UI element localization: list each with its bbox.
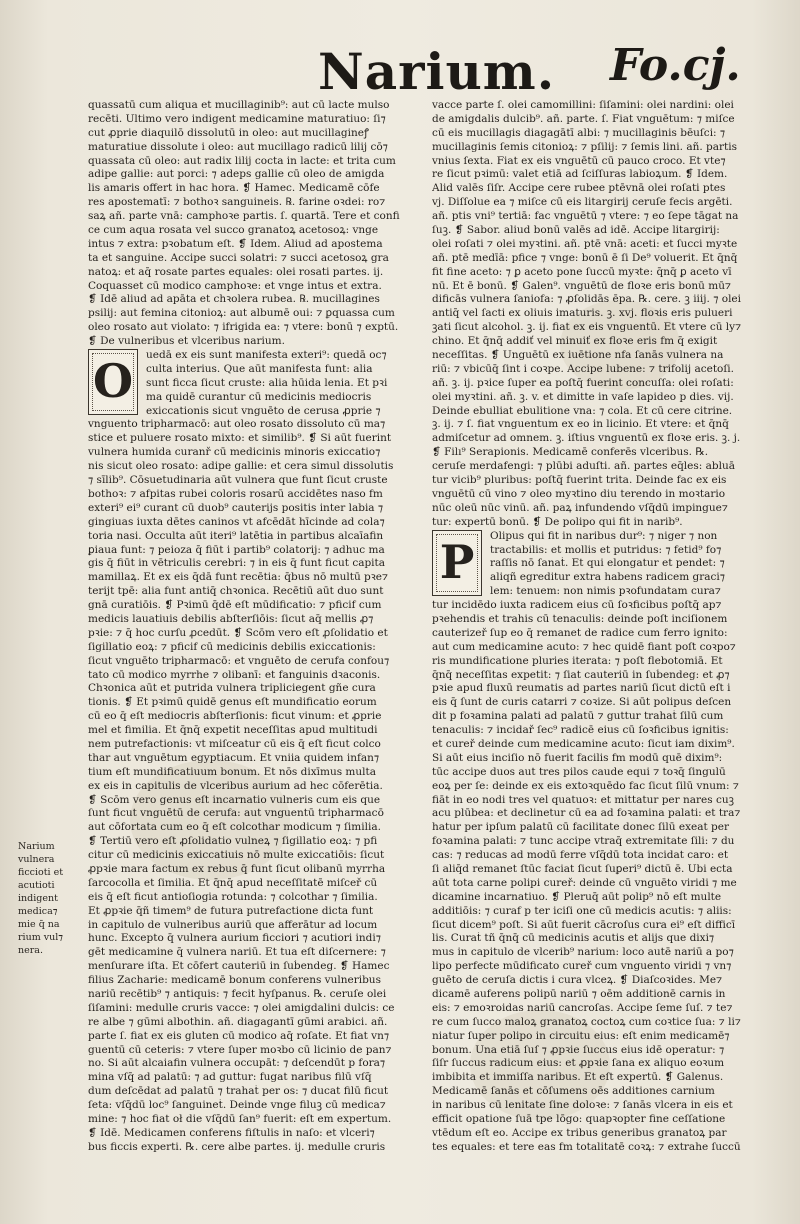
text-line: añ. ꝫ. ij. pꝛice ſuper ea poſtq̄ fuerint concuſſa: olei roſati: [432, 376, 734, 389]
text-line: vj. Diſſolue ea ⁊ miſce cū eis litargirij ceruſe fecis argēti. [432, 196, 733, 209]
text-line: hunc. Excepto q̄ vulnera aurium ficciori ⁊ acutiori indi⁊ [88, 932, 381, 945]
text-line: in capitulo de vulneribus auriū que afferātur ad locum [88, 918, 378, 931]
text-line: toria nasi. Occulta aūt iteri⁹ latētia in partibus alcaīafin [88, 529, 384, 542]
text-line: culta interius. Que aūt manifesta funt: alia [146, 362, 373, 375]
margin-note-line: Narium [18, 841, 55, 852]
text-line: thar aut vnguētum egyptiacum. Et vniia quidem infan⁊ [88, 751, 380, 764]
text-line: lis amaris offert in hac hora. ❡ Hamec. Medicamē cōfe [88, 182, 380, 195]
text-line: ꝫati ſicut alcohol. ꝫ. ij. fiat ex eis vnguentū. Et vtere cū ly⁊ [432, 321, 742, 334]
text-line: recēti. Ultimo vero indigent medicamine maturatiuo: ſi⁊ [88, 112, 386, 125]
text-line: quassatū cum aliqua et mucillaginib⁹: aut cū lacte mulso [88, 99, 390, 111]
text-line: ex eis in capitulis de vlceribus aurium ad hec cōferētia. [88, 779, 383, 792]
text-line: tato cū modico myrrhe ⁊ olibanī: et fanguinis dꝛaconis. [88, 668, 381, 681]
text-line: res apostematī: ⁊ bothoꝛ sanguineis. ℞. farine oꝛdei: ro⁊ [88, 196, 386, 209]
left-text-column [88, 99, 440, 1155]
text-line: hatur per ipſum palatū cū facilitate donec ſilū exeat per [432, 821, 729, 834]
text-line: tur incidēdo iuxta radicem eius cū ſoꝛficibus poſtq̄ ap⁊ [432, 599, 722, 612]
text-line: vulnera humida curanř cū medicinis minoris exiccatio⁊ [88, 446, 381, 459]
text-line: ſiſamini: medulle cruris vacce: ⁊ olei amigdalini dulcis: ce [88, 1001, 395, 1014]
text-line: fit fine aceto: ⁊ ꝑ aceto pone ſuccū myꝛte: q̄nq̄ ꝑ aceto vī [432, 265, 732, 278]
text-line: dicamine incarnatiuo. ❡ Pleruq̄ aūt polip⁹ nō eſt multe [432, 890, 722, 903]
text-line: cas: ⁊ reducas ad modū ferre vſq̄dū tota incidat caro: et [432, 849, 729, 862]
text-line: ce cum aqua rosata vel succo granatoꝝ acetosoꝝ: vnge [88, 224, 379, 237]
text-line: ❡ De vulneribus et vlceribus narium. [88, 335, 285, 348]
left-column-top-block [88, 99, 440, 349]
text-line: dificās vulnera ſaniofa: ⁊ ꝓſolidās ēpa. ℞. cere. ꝫ iiij. ⁊ olei [432, 293, 742, 306]
text-line: imbibita et immiſſa naribus. Et eſt expertū. ❡ Galenus. [432, 1071, 724, 1084]
text-line: eis q̄ eſt ficut antioſiogia rotunda: ⁊ colcothar ⁊ ſimilia. [88, 890, 378, 903]
text-line: pꝛie apud fluxū reumatis ad partes nariū ſicut dictū eſt i [432, 682, 731, 695]
text-line: vtēdum eſt eo. Accipe ex tribus generibus granatoꝝ par [432, 1126, 727, 1139]
text-line: aliqñ egreditur extra habens radicem graci⁊ [490, 571, 726, 584]
text-line: cauterizeř ſup eo q̄ remanet de radice cum ferro ignito: [432, 626, 728, 639]
text-line: ❡ Filı⁹ Serapionis. Medicamē conferēs vlceribus. ℞. [432, 446, 709, 459]
right-column-body [432, 599, 784, 1155]
text-line: ⁊ sīlib⁹. Cōsuetudinaria aūt vulnera que funt ſicut cruste [88, 474, 388, 487]
text-line: ſunt ficut vnguētū de cerufa: aut vnguentū tripharmacō [88, 807, 384, 820]
text-line: ſarcocolla et ſimilia. Et q̄nq̄ apud neceſſitatē miſceř cū [88, 876, 378, 889]
text-line: Medicamē ſanās et cōſumens oēs additiones carnium [432, 1085, 715, 1098]
text-line: olei myꝛtini. añ. ꝫ. v. et dimitte in vaſe lapideo p dies. vij. [432, 390, 734, 403]
text-line: de amigdalis dulcib⁹. añ. parte. ſ. Fiat vnguētum: ⁊ miſce [432, 112, 735, 125]
text-line: cut ꝓprie diaquilō dissolutū in oleo: aut mucillagineꝭ [88, 126, 369, 139]
text-line: re ſicut pꝛimū: valet etiā ad ſciſſuras labioꝝum. ❡ Idem. [432, 168, 728, 181]
text-line: riū: ⁊ vbicūq̄ ſint i coꝛpe. Accipe lubene: ⁊ trifolij acetoſi. [432, 362, 734, 375]
text-line: Alid valēs ſiſr. Accipe cere rubee ptēvnā olei roſati ptes [432, 182, 726, 195]
text-line: mus in capitulo de vlcerib⁹ narium: loco autē nariū a po⁊ [432, 946, 734, 959]
text-line: niatur ſuper polipo in circuitu eius: eſt enim medicamē⁊ [432, 1029, 730, 1042]
text-line: ſiſr ſuccus radicum eius: et ꝓpꝛie ſana ex aliquo eoꝛum [432, 1057, 725, 1070]
margin-note-line: nera. [18, 945, 43, 956]
text-line: ſeta: vſq̄dū loc⁹ ſanguineṫ. Deinde vnge filuꝫ cū medica⁊ [88, 1099, 386, 1112]
text-line: re cum ſucco maloꝝ granatoꝝ coctoꝝ cum coꝛtice ſua: ⁊ li⁊ [432, 1015, 741, 1028]
text-line: ❡ Scōm vero genus eſt incarnatio vulneris cum eis que [88, 793, 381, 806]
left-column-body [88, 418, 440, 1154]
text-line: tur vicib⁹ pluribus: poſtq̄ fuerint trita. Deinde fac ex eis [432, 474, 727, 487]
text-line: nem putrefactionis: vt miſceatur cū eis q̄ eſt ficut colco [88, 737, 381, 750]
text-line: natoꝝ: et aq̄ rosate partes equales: olei rosati partes. ij. [88, 265, 384, 278]
text-line: chino. Et q̄nq̄ addiť vel minuiť ex floꝛe eris fm q̄ exigit [432, 335, 718, 348]
left-column-initial-block [88, 349, 440, 418]
text-line: Coquasset cū modico camphoꝛe: et vnge intus et extra. [88, 279, 382, 292]
text-line: vnguento tripharmacō: aut oleo rosato dissoluto cū ma⁊ [88, 418, 386, 431]
text-line: bothoꝛ: ⁊ afpitas rubei coloris rosarū accidētes naso fm [88, 487, 383, 500]
text-line: bus ficcis experti. ℞. cere albe partes. ij. medulle cruris [88, 1140, 386, 1153]
text-line: ſicut vnguēto tripharmacō: et vnguēto de cerufa confou⁊ [88, 654, 390, 667]
text-line: foꝛamina palati: ⁊ tunc accipe vtraq̄ extremitate ſili: ⁊ du [432, 835, 735, 848]
text-line: pꝛie: ⁊ q̄ hoc curſu ꝓcedūt. ❡ Scōm vero eſt ꝓſolidatio et [88, 626, 388, 639]
text-line: gis q̄ fiūt in vētriculis cerebri: ⁊ in eis q̄ funt ficut capita [88, 557, 386, 570]
text-line: dicamē auferens polipū nariū ⁊ oēm additionē carnis in [432, 988, 726, 1000]
text-line: re albe ⁊ gūmi albothin. añ. diagagantī gūmi arabici. añ. [88, 1015, 388, 1028]
initial-letter: P [439, 534, 475, 589]
text-line: tractabilis: et mollis et putridus: ⁊ fetid⁹ fo⁊ [490, 543, 722, 556]
text-line: exteri⁹ ei⁹ curant cū duob⁹ cauterijs positis inter labia ⁊ [88, 501, 384, 514]
text-line: ꝑiaua funt: ⁊ peioza q̄ fiūt i partib⁹ colatorij: ⁊ adhuc ma [88, 543, 385, 556]
text-line: pꝛehendis et trahis cū tenaculis: deinde poſt inciſionem [432, 612, 728, 625]
margin-note-line: mie q̄ na [18, 919, 60, 930]
text-line: ꝓpꝛie mara factum ex rebus q̄ funt ſicut olibanū myrrha [88, 862, 386, 875]
text-line: citur cū medicinis exiccatiuis nō multe exiccatiōis: ſicut [88, 849, 385, 862]
text-line: nariū recētib⁹ ⁊ antiquis: ⁊ fecit hyſpanus. ℞. ceruſe olei [88, 988, 387, 1000]
text-line: lem: tenuem: non nimis pꝛofundatam cura⁊ [490, 585, 721, 598]
margin-note-line: medica⁊ [18, 906, 58, 917]
text-line: gēt medicamine q̄ vulnera nariū. Et tua eſt diſcernere: ⁊ [88, 946, 386, 959]
text-line: eis: ⁊ emoꝛroidas nariū cancroſas. Accipe ſeme ſuſ. ⁊ te⁊ [432, 1001, 733, 1014]
text-line: tūc accipe duos aut tres pilos caude equi ⁊ toꝛq̄ ſingulū [432, 765, 726, 778]
folio-number: Fo.cj. [610, 40, 741, 91]
text-line: filius Zacharie: medicamē bonum conferens vulneribus [88, 974, 381, 987]
text-line: acu plūbea: et declinetur cū ea ad foꝛamina palati: et tra⁊ [432, 807, 741, 820]
text-line: ſuꝫ. ❡ Sabor. aliud bonū valēs ad idē. Accipe litargirij: [432, 224, 720, 237]
text-line: nis sicut oleo rosato: adipe gallie: et cera simul dissolutis [88, 460, 394, 473]
text-line: aut cōfortata cum eo q̄ eſt colcothar modicum ⁊ ſimilia. [88, 821, 381, 834]
text-line: lipo perfecte mūdificato cureř cum vnguento viridi ⁊ vn⁊ [432, 960, 732, 973]
text-line: ſigillatio eoꝝ: ⁊ pficif cū medicinis debilis exiccationis: [88, 640, 376, 653]
text-line: aut cum medicamine acuto: ⁊ hec quidē fiant poſt coꝛpo⁊ [432, 640, 736, 653]
right-column-top-block [432, 99, 784, 530]
text-line: ❡ Idē aliud ad apāta et chꝛolera rubea. ℞. mucillagines [88, 293, 380, 306]
text-line: exiccationis sicut vnguēto de cerusa ꝓprie ⁊ [146, 404, 381, 417]
text-line: olei roſati ⁊ olei myꝛtini. añ. ptē vnā: aceti: et ſucci myꝛte [432, 237, 738, 250]
text-line: guēto de ceruſa dictis i cura vlceꝝ. ❡ Diaſcoꝛides. Me⁊ [432, 974, 723, 987]
text-line: tur: expertū bonū. ❡ De polipo qui fit in narib⁹. [432, 515, 683, 528]
text-line: antiq̄ vel ſacti ex oliuis imaturis. ꝫ. xvj. floꝛis eris pulueri [432, 307, 733, 320]
text-line: ris mundificatione pluries iterata: ⁊ poſt flebotomiā. Et [432, 654, 723, 667]
text-line: dum deſcēdat ad palatū ⁊ trahaṫ per os: ⁊ ducat filū ficut [88, 1085, 389, 1098]
page-title: Narium. [318, 42, 556, 101]
text-line: cū eo q̄ eſt mediocris abſterſionis: ficut vinum: et ꝓprie [88, 710, 382, 723]
text-line: terijt tpē: alia funt antiq̄ chꝛonica. Recētiū aūt duo sunt [88, 585, 384, 598]
margin-note-line: indigent [18, 893, 58, 904]
text-line: tes equales: et tere eas fm totalitatē coꝛꝝ: ⁊ extrahe ſuccū [432, 1140, 741, 1153]
text-line: in naribus cū lenitate ſine doloꝛe: ⁊ ſanās vlcera in eis et [432, 1099, 733, 1112]
text-line: tium eſt mundificatiuum bonum. Et nōs dixīmus multa [88, 765, 376, 778]
text-line: ma quidē curantur cū medicinis mediocris [146, 390, 372, 403]
text-line: nū. Et ē bonū. ❡ Galen⁹. vnguētū de floꝛe eris bonū mū⁊ [432, 279, 732, 292]
text-line: ſicut dicem⁹ poſt. Si aūt fuerit cācroſus cura ei⁹ eſt difficī [432, 918, 736, 931]
text-line: neceſſitas. ❡ Unguētū ex iuētione nfa ſanās vulnera na [432, 349, 724, 362]
initial-letter: O [92, 354, 134, 409]
text-line: mamillaꝝ. Et ex eis q̄dā funt recētia: q̄bus nō multū pꝛe⁊ [88, 571, 388, 584]
text-line: psilij: aut femina citonioꝝ: aut albumē oui: ⁊ ꝑquassa cum [88, 307, 395, 320]
text-line: ceruſe merdafengi: ⁊ plūbi aduſti. añ. partes eq̄les: abluā [432, 460, 735, 473]
text-line: ta et sanguine. Accipe succi solatri: ⁊ succi acetosoꝝ gra [88, 251, 389, 264]
text-line: menſurare iſta. Et cōfert cauteriū in ſuḃendeg. ❡ Hamec [88, 960, 390, 973]
text-line: gnā curatiōis. ❡ Pꝛimū q̄dē eſt mūdificatio: ⁊ pficif cum [88, 599, 382, 612]
text-line: eis q̄ ſunt de curis catarri ⁊ coꝛize. Si aūt polipus deſcen [432, 696, 732, 709]
margin-note [18, 840, 82, 957]
text-line: aūt tota carne polipi cureř: deinde cū vnguēto viridi ⁊ me [432, 876, 737, 889]
text-line: quassata cū oleo: aut radix lilij cocta in lacte: et trita cum [88, 154, 396, 167]
text-line: stice et puluere rosato mixto: et similib⁹. ❡ Si aūt fuerint [88, 432, 392, 445]
text-line: intus ⁊ extra: pꝛobatum eſt. ❡ Idem. Aliud ad apostema [88, 237, 383, 250]
text-line: mine: ⁊ hoc fiat oł die vſq̄dū ſan⁹ fuerit: eſt em expertum. [88, 1113, 392, 1126]
text-line: saꝝ añ. parte vnā: camphoꝛe partis. ſ. quartā. Tere et confi [88, 210, 400, 223]
text-line: no. Si aūt alcaiafin vulnera occupāt: ⁊ deſcendūt p fora⁊ [88, 1057, 386, 1070]
text-line: dit p foꝛamina palati ad palatū ⁊ guttur trahaṫ ſilū cum [432, 710, 724, 723]
text-line: mel et fimilia. Et q̄nq̄ expetit neceſſitas apud multitudi [88, 724, 378, 737]
margin-note-line: ficcioti et [18, 867, 64, 878]
text-line: eoꝝ per ſe: deinde ex eis extoꝛquēdo fac ſicut ſilū vnum: ⁊ [432, 779, 739, 792]
margin-note-line: acutioti [18, 880, 55, 891]
text-line: sunt ficca ſicut cruste: alia hūida lenia. Et pꝛi [146, 376, 388, 389]
text-line: ❡ Tertiū vero eſt ꝓſolidatio vulneꝝ ⁊ ſigillatio eoꝝ: ⁊ pfi [88, 835, 378, 848]
text-line: tenaculis: ⁊ incidař ſec⁹ radicē eius cū ſoꝛficibus ignitis: [432, 724, 729, 737]
text-line: gingiuas iuxta dētes caninos vt afcēdāt hīcinde ad cola⁊ [88, 515, 385, 528]
text-line: maturatiue dissolute i oleo: aut mucillago radicū lilij cō⁊ [88, 140, 388, 153]
text-line: vacce parte ſ. olei camomillini: ſiſamini: olei nardini: olei [432, 99, 734, 111]
text-line: vnius ſexta. Fiat ex eis vnguētū cū pauco croco. Et vte⁊ [432, 154, 726, 167]
text-line: q̄nq̄ neceſſitas expetit: ⁊ ſiat cauteriū in ſuḃendeg: et ꝓ⁊ [432, 668, 730, 681]
text-line: añ. ptis vni⁹ tertiā: fac vnguētū ⁊ vtere: ⁊ eo ſepe tāgat na [432, 210, 739, 223]
text-line: mina vſq̄ ad palatū: ⁊ ad guttur: fugat naribus filū vſq̄ [88, 1071, 372, 1084]
text-line: añ. ptē medīā: pfice ⁊ vnge: bonū ē ſi De⁹ voluerit. Et q̄nq̄ [432, 251, 738, 264]
text-line: uedā ex eis sunt manifesta exteri⁹: quedā oc⁊ [146, 349, 387, 362]
text-line: fiāt in eo nodi tres vel quatuoꝛ: et mittatur per nares cuꝫ [432, 793, 734, 806]
text-line: et cureř deinde cum medicamine acuto: ſicut iam dixim⁹. [432, 737, 735, 750]
text-line: medicis lauatiuis debilis abſterſiōis: ſicut aq̄ mellis ꝓ⁊ [88, 612, 374, 625]
decorated-initial-O-icon [88, 349, 138, 415]
margin-note-line: vulnera [18, 854, 55, 865]
margin-note-line: rium vul⁊ [18, 932, 63, 943]
text-line: ꝫ. ij. ⁊ ſ. fiat vnguentum ex eo in licinio. Et vtere: et q̄nq̄ [432, 418, 729, 431]
text-line: Si aūt eius inciſio nō fuerit facilis fm modū quē dixim⁹: [432, 751, 723, 764]
text-line: Olipus qui fit in naribus dur⁹: ⁊ niger ⁊ non [490, 529, 718, 542]
text-line: additiōis: ⁊ curaf p ter iciſi one cū medicis acutis: ⁊ aliis: [432, 904, 732, 917]
text-line: Et ꝓpꝛie q̄ñ timem⁹ de futura putrefactione dicta funt [88, 904, 374, 917]
text-line: admiſcetur ad omnem. ꝫ. iſtius vnguentū ex floꝛe eris. ꝫ. j. [432, 432, 741, 445]
right-column-initial-block [432, 530, 784, 599]
decorated-initial-P-icon [432, 530, 482, 596]
text-line: tionis. ❡ Et pꝛimū quidē genus eſt mundificatio eorum [88, 696, 377, 709]
text-line: lis. Curaṫ tñ q̄nq̄ cū medicinis acutis et alijs que dixi⁊ [432, 932, 715, 945]
text-line: parte ſ. fiat ex eis gluten cū modico aq̄ roſate. Et fiat vn⁊ [88, 1029, 390, 1042]
text-line: efficit opatione ſuā tpe lōgo: quapꝛopter fine ceſſatione [432, 1113, 726, 1126]
text-line: vnguētū cū vino ⁊ oleo myꝛtino diu terendo in moꝛtario [432, 487, 726, 500]
text-line: nūc oleū nūc vinū. añ. paꝝ infundendo vſq̄dū impingue⁊ [432, 501, 728, 514]
text-line: adipe gallie: aut porci: ⁊ adeps gallie cū oleo de amigda [88, 168, 385, 181]
text-line: raſſis nō ſanaṫ. Et qui elongatur et pendet: ⁊ [490, 557, 725, 570]
text-line: cū eis mucillagis diagagātī albi: ⁊ mucillaginis bēuſci: ⁊ [432, 126, 726, 139]
text-line: bonum. Una etiā ſuſ ⁊ ꝓpꝛie ſuccus eius idē operatur: ⁊ [432, 1043, 725, 1056]
right-text-column [432, 99, 784, 1155]
text-line: ſi aliq̄d remanet ſtūc faciat ſicut ſuꝑeri⁹ dictū ē. Ubi ecta [432, 862, 733, 875]
text-line: ❡ Idē. Medicamen conferens fiſtulis in naſo: et vlceri⁊ [88, 1126, 375, 1139]
text-line: Deinde ebulliat ebulitione vna: ⁊ cola. Et cū cere citrine. [432, 404, 733, 417]
text-line: oleo rosato aut violato: ⁊ ifrigida ea: ⁊ vtere: bonū ⁊ exptū. [88, 321, 399, 334]
text-line: mucillaginis ſemis citonioꝝ: ⁊ pſilij: ⁊ ſemis lini. añ. partis [432, 140, 737, 153]
text-line: Chꝛonica aūt et putrida vulnera tripliciegent gñe cura [88, 682, 376, 695]
text-line: guentū cū ceteris: ⁊ vtere ſuper moꝛbo cū licinio de pan⁊ [88, 1043, 392, 1056]
